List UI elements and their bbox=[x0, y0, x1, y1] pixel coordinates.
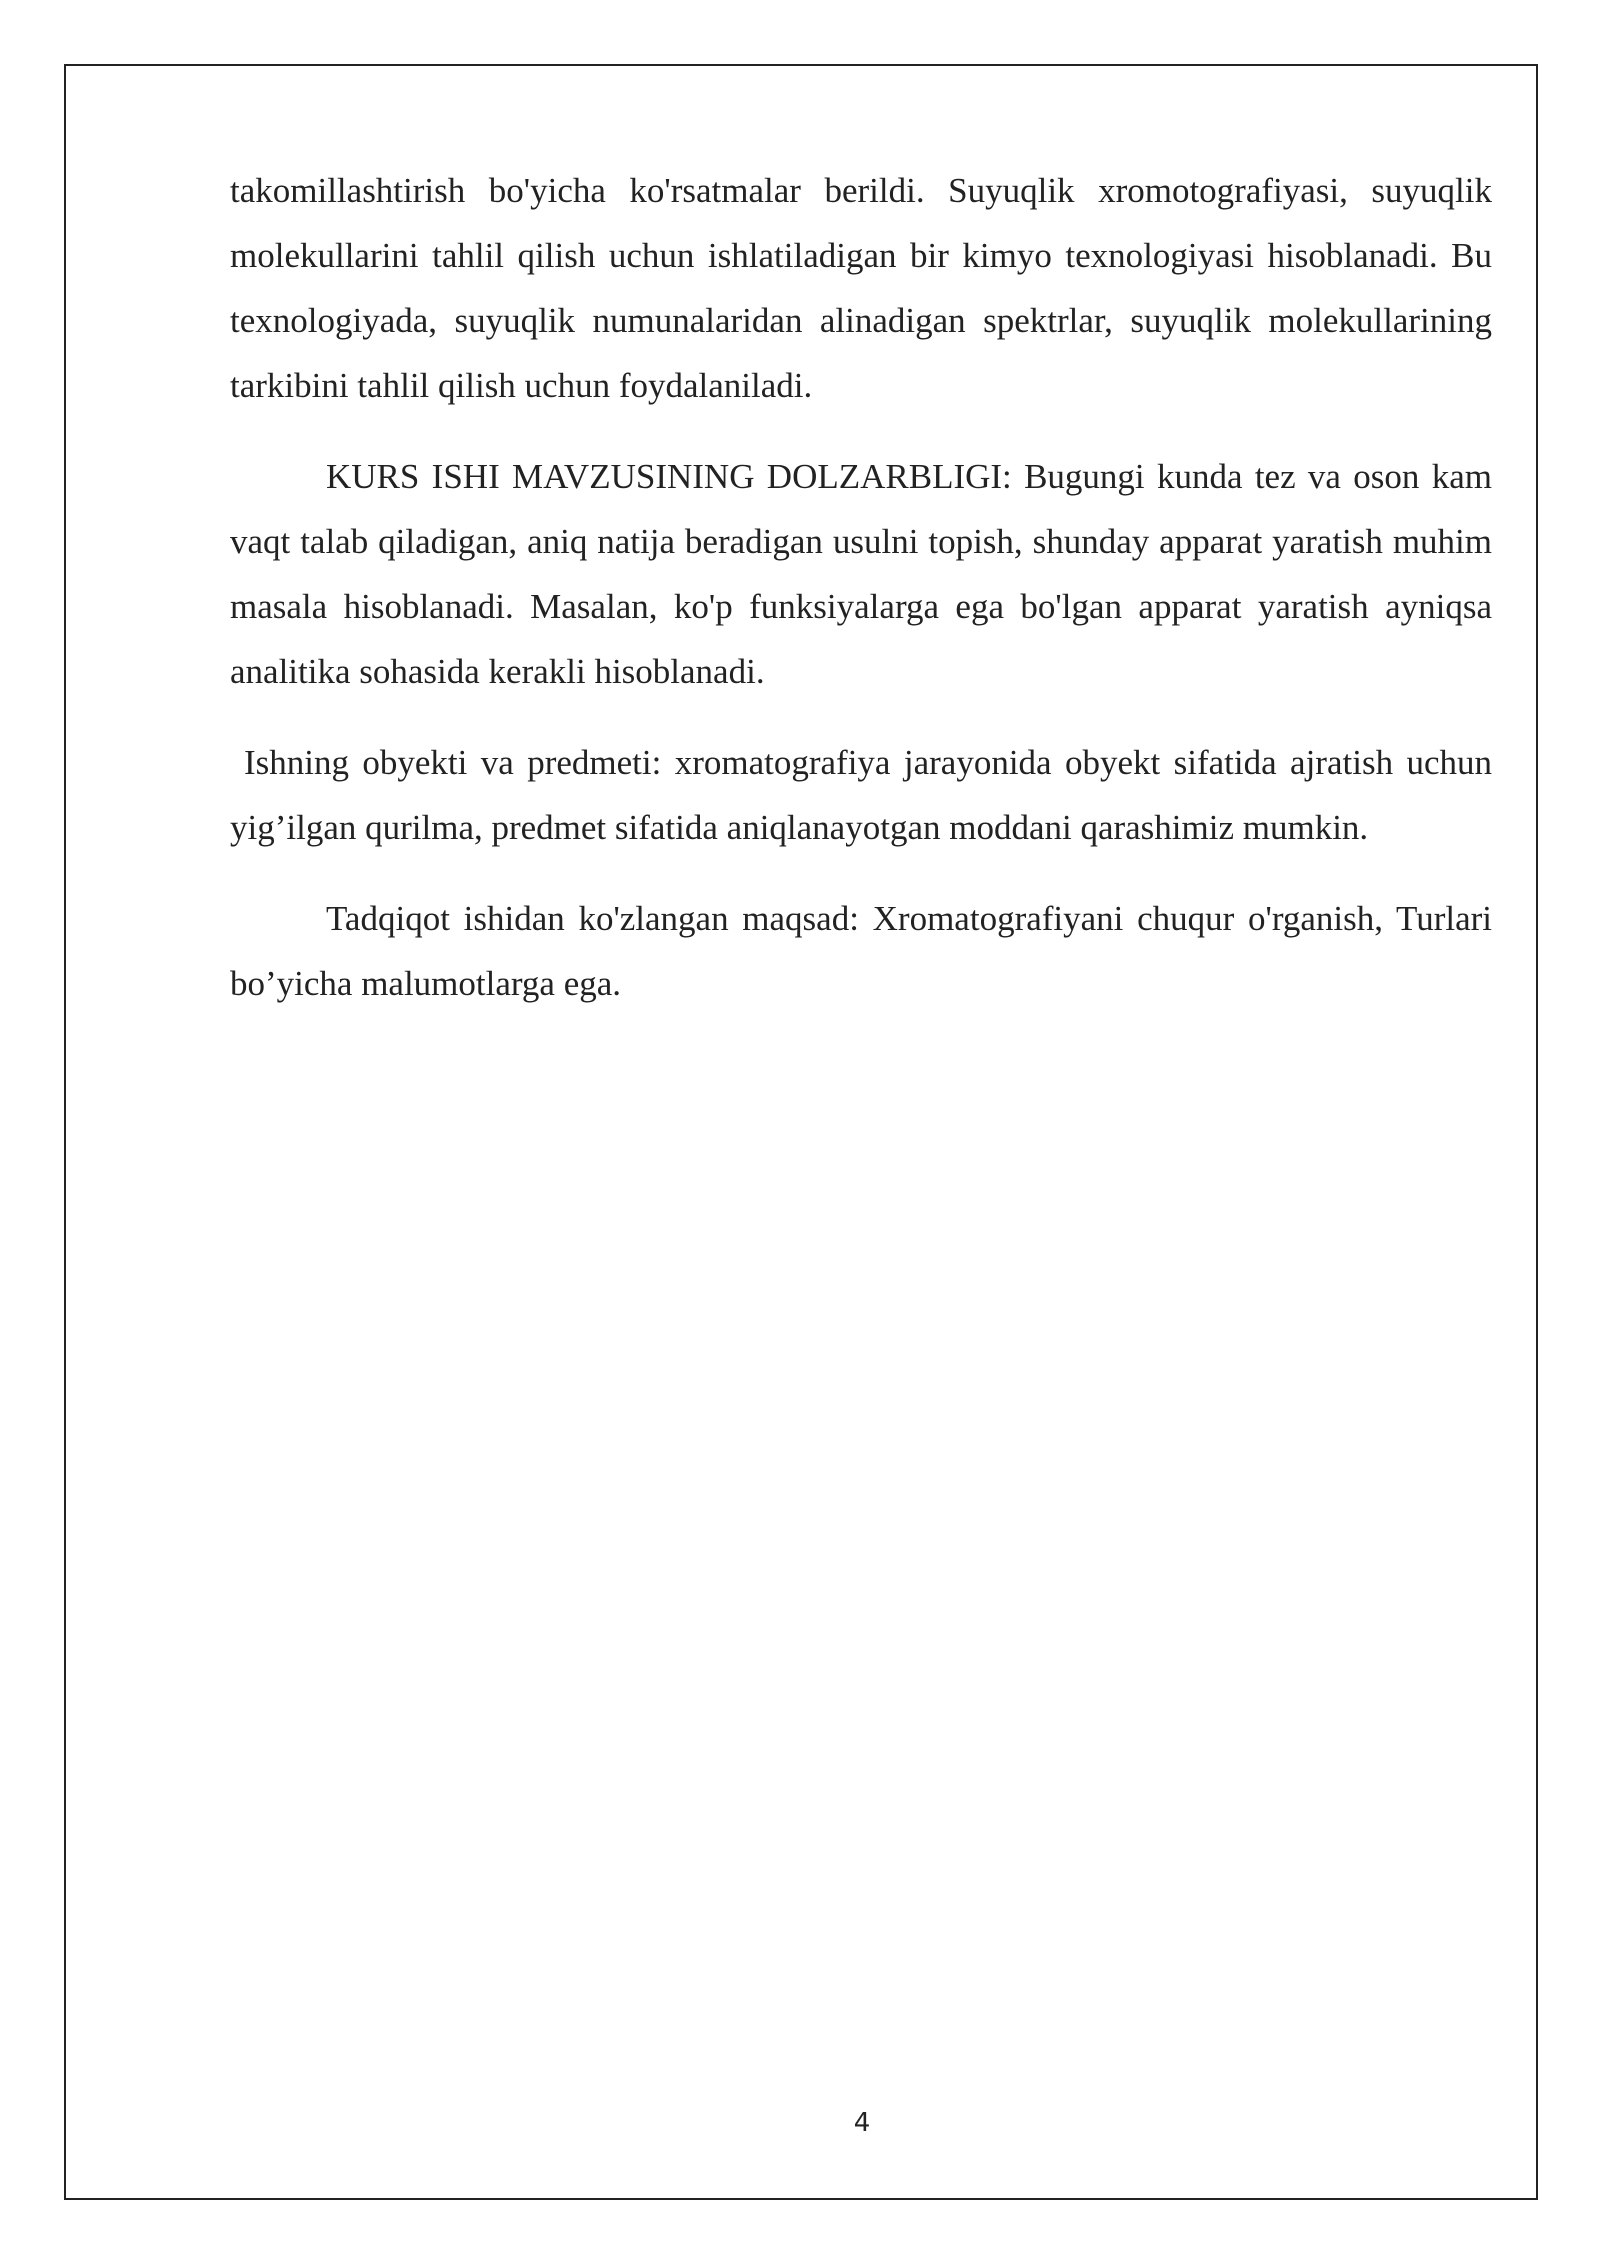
paragraph-object-subject: Ishning obyekti va predmeti: xromatografiya jarayonida obyekt sifatida ajratish uchun yig’ilgan qurilma, predmet sifatida aniqlanayotgan moddani qarashimiz mumkin. bbox=[230, 743, 1492, 847]
paragraph-intro: takomillashtirish bo'yicha ko'rsatmalar berildi. Suyuqlik xromotografiyasi, suyuqlik molekullarini tahlil qilish uchun ishlatiladigan bir kimyo texnologiyasi hisoblanadi. Bu texnologiyada, suyuqlik numunalaridan alinadigan spektrlar, suyuqlik molekullarining tarkibini tahlil qilish uchun foydalaniladi. bbox=[230, 171, 1492, 405]
paragraph-relevance: KURS ISHI MAVZUSINING DOLZARBLIGI: Bugungi kunda tez va oson kam vaqt talab qiladigan, aniq natija beradigan usulni topish, shunday apparat yaratish muhim masala hisoblanadi. Masalan, ko'p funksiyalarga ega bo'lgan apparat yaratish ayniqsa analitika sohasida kerakli hisoblanadi. bbox=[230, 457, 1492, 691]
page-number: 4 bbox=[853, 2108, 871, 2138]
document-body bbox=[230, 158, 1492, 1042]
paragraph-research-goal: Tadqiqot ishidan ko'zlangan maqsad: Xromatografiyani chuqur o'rganish, Turlari bo’yicha malumotlarga ega. bbox=[230, 899, 1492, 1003]
